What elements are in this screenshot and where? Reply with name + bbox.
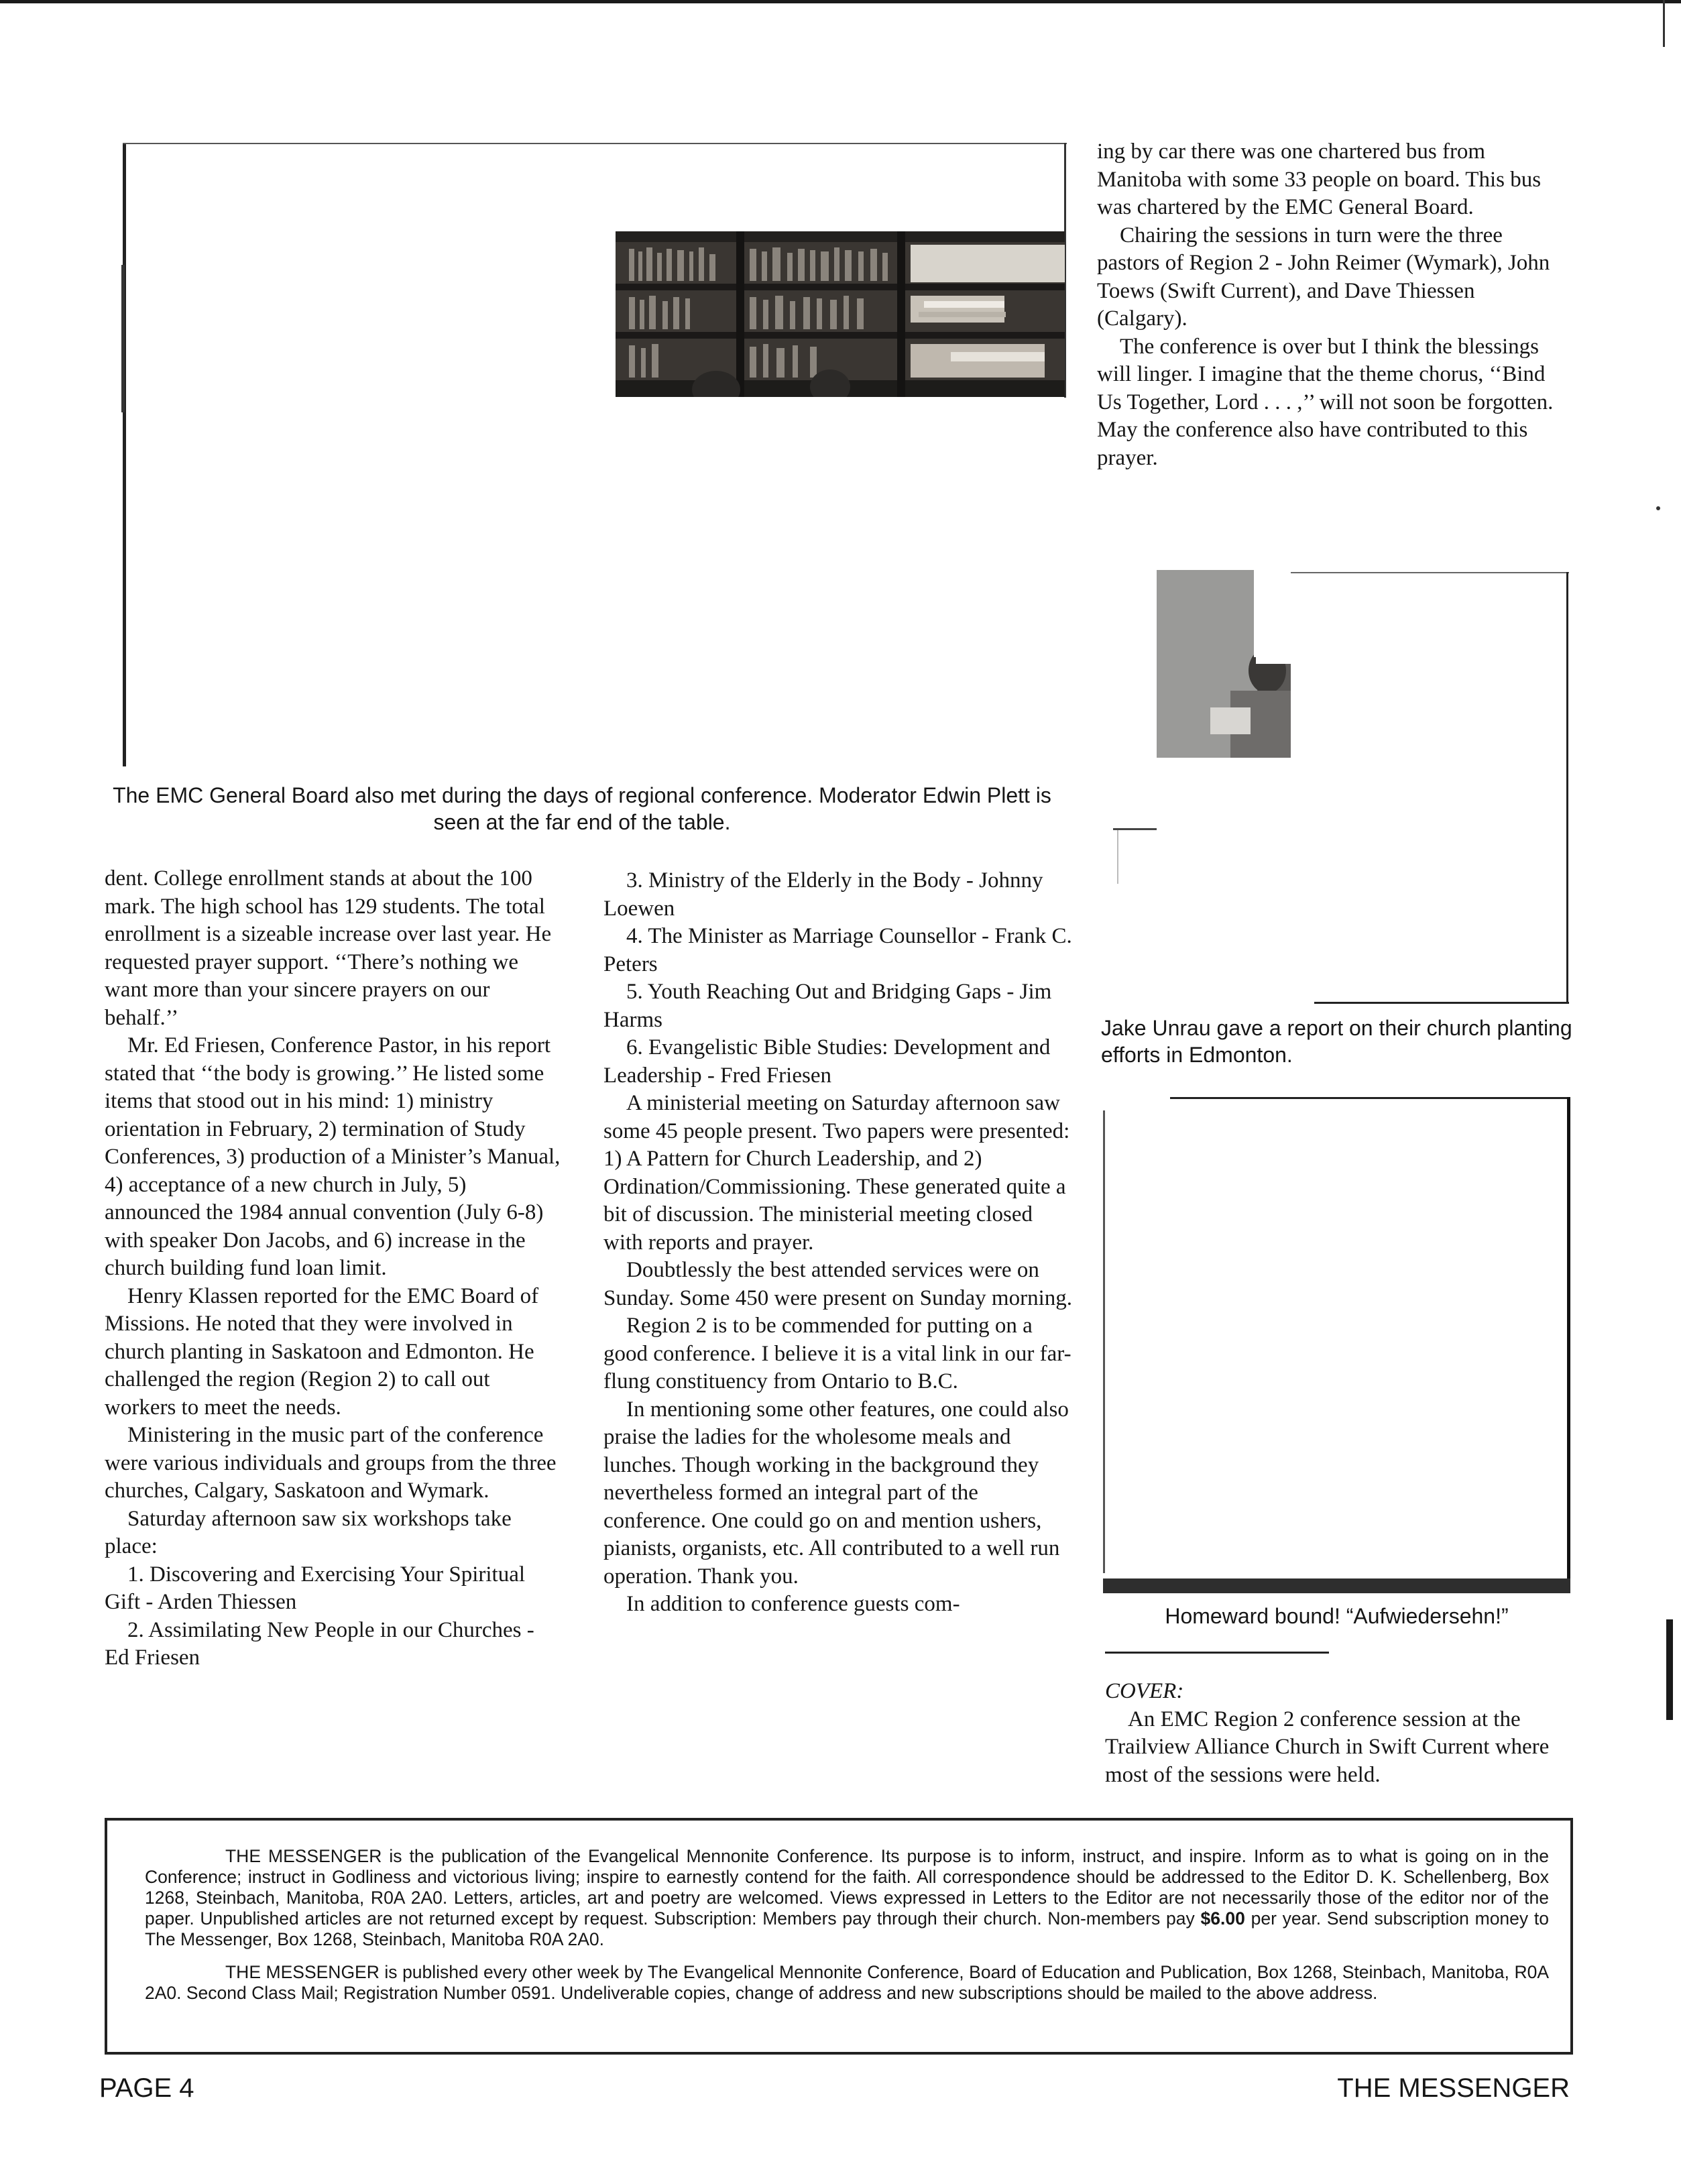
article-paragraph: Henry Klassen reported for the EMC Board of Missions. He noted that they were involved in church planting in Saskatoon and Edmonton. He challenged the region (Region 2) to call out workers to meet the needs. <box>105 1283 539 1420</box>
cover-rule <box>1105 1652 1329 1654</box>
article-paragraph: In addition to conference guests com- <box>626 1592 960 1616</box>
photo-edge-bottom <box>1314 1002 1569 1004</box>
photo-edge-right <box>1567 1097 1570 1593</box>
article-paragraph: Chairing the sessions in turn were the three pastors of Region 2 - John Reimer (Wymark), John Toews (Swift Current), and Dave Thiessen (Calgary). <box>1097 223 1550 331</box>
photo-edge-top <box>1170 1097 1570 1099</box>
left-margin-specks <box>121 265 125 412</box>
speaker-image <box>1157 570 1291 758</box>
article-paragraph: Doubtlessly the best attended services were on Sunday. Some 450 were present on Sunday morning. <box>603 1258 1073 1310</box>
article-paragraph: 6. Evangelistic Bible Studies: Development and Leadership - Fred Friesen <box>603 1035 1051 1088</box>
photo-top-edge <box>123 143 1067 144</box>
article-paragraph: Saturday afternoon saw six workshops take place: <box>105 1506 512 1558</box>
article-paragraph: Mr. Ed Friesen, Conference Pastor, in his report stated that ‘‘the body is growing.’’ He listed some items that stood out in his mind: 1) ministry orientation in February, 2) termination of Study Conferences, 3) production of a Minister’s Manual, 4) acceptance of a new church in July, 5) announced the 1984 annual convention (July 6-8) with speaker Don Jacobs, and 6) increase in the church building fund loan limit. <box>105 1033 561 1280</box>
photo-edge-bottom <box>1103 1578 1570 1593</box>
board-meeting-caption: The EMC General Board also met during the days of regional conference. Moderator Edwin Plett is seen at the far end of the table. <box>113 783 1051 834</box>
subscription-price: $6.00 <box>1200 1908 1245 1929</box>
cover-text: An EMC Region 2 conference session at the Trailview Alliance Church in Swift Current where most of the sessions were held. <box>1105 1707 1550 1787</box>
article-column-3 <box>1097 138 1566 472</box>
article-paragraph: A ministerial meeting on Saturday afternoon saw some 45 people present. Two papers were presented: 1) A Pattern for Church Leadership, and 2) Ordination/Commissioning. These generated quite a bit of discussion. The ministerial meeting closed with reports and prayer. <box>603 1091 1070 1255</box>
right-edge-mark <box>1663 0 1665 47</box>
homeward-caption: Homeward bound! “Aufwiedersehn!” <box>1165 1604 1509 1628</box>
homeward-photo <box>1103 1097 1570 1593</box>
right-edge-speck-dot <box>1656 506 1660 510</box>
jake-unrau-photo <box>1113 570 1569 1006</box>
publication-name: THE MESSENGER <box>1337 2073 1570 2103</box>
cover-note <box>1105 1678 1574 1789</box>
photo-mark-vertical <box>1117 830 1118 884</box>
article-paragraph: Region 2 is to be commended for putting on a good conference. I believe it is a vital link in our far-flung constituency from Ontario to B.C. <box>603 1314 1071 1393</box>
article-paragraph: 4. The Minister as Marriage Counsellor - Frank C. Peters <box>603 924 1072 976</box>
page-number: PAGE 4 <box>99 2073 194 2103</box>
top-rule <box>0 0 1681 3</box>
article-paragraph: 1. Discovering and Exercising Your Spiritual Gift - Arden Thiessen <box>105 1562 526 1614</box>
masthead-text-a: is the publication of the Evangelical Mennonite Conference. Its purpose is to inform, instruct, and inspire. Inform as to what is going on in the Conference; instruct in Godliness and victorious living; inspire to earnestly contend for the faith. All correspondence should be addressed to the Editor D. K. Schellenberg, Box 1268, Steinbach, Manitoba, R0A 2A0. Letters, articles, art and poetry are welcomed. Views expressed in Letters to the Editor are not necessarily those of the editor nor of the paper. Unpublished articles are not returned except by request. Subscription: Members pay through their church. Non-members pay <box>145 1846 1550 1929</box>
masthead-name: THE MESSENGER <box>225 1846 382 1866</box>
photo-left-edge <box>123 143 126 766</box>
article-paragraph: In mentioning some other features, one could also praise the ladies for the wholesome meals and lunches. Though working in the background they nevertheless formed an integral part of the conference. One could go on and mention ushers, pianists, organists, etc. All contributed to a well run operation. Thank you. <box>603 1397 1069 1589</box>
bookshelf-image <box>616 231 1065 397</box>
photo-edge-right <box>1566 572 1568 1002</box>
article-paragraph: ing by car there was one chartered bus from Manitoba with some 33 people on board. This bus was chartered by the EMC General Board. <box>1097 139 1542 219</box>
cover-heading: COVER: <box>1105 1679 1184 1703</box>
jake-unrau-caption: Jake Unrau gave a report on their church planting efforts in Edmonton. <box>1101 1016 1572 1067</box>
right-edge-specks <box>1666 1619 1673 1720</box>
article-column-2 <box>603 867 1073 1619</box>
masthead-text-b: per year. Send subscription money to The Messenger, Box 1268, Steinbach, Manitoba R0A 2A0. <box>145 1908 1550 1949</box>
article-paragraph: Ministering in the music part of the conference were various individuals and groups from the three churches, Calgary, Saskatoon and Wymark. <box>105 1423 557 1503</box>
article-column-1 <box>105 865 563 1672</box>
article-paragraph: 2. Assimilating New People in our Churches - Ed Friesen <box>105 1617 534 1670</box>
article-paragraph: 5. Youth Reaching Out and Bridging Gaps - Jim Harms <box>603 980 1052 1032</box>
photo-edge-left <box>1103 1110 1105 1573</box>
masthead-box <box>105 1818 1573 2055</box>
board-meeting-photo <box>123 143 1067 766</box>
photo-mark <box>1113 828 1157 830</box>
article-paragraph: dent. College enrollment stands at about the 100 mark. The high school has 129 students. The total enrollment is a sizeable increase over last year. He requested prayer support. ‘‘There’s nothing we want more than your sincere prayers on our behalf.’’ <box>105 866 552 1030</box>
article-paragraph: 3. Ministry of the Elderly in the Body - Johnny Loewen <box>603 868 1043 921</box>
masthead-paragraph-2: THE MESSENGER is published every other week by The Evangelical Mennonite Conference, Board of Education and Publication, Box 1268, Steinbach, Manitoba, R0A 2A0. Second Class Mail; Registration Number 0591. Undeliverable copies, change of address and new subscriptions should be mailed to the above address. <box>145 1962 1549 2003</box>
masthead-paragraph-1 <box>145 1846 1549 1950</box>
article-paragraph: The conference is over but I think the blessings will linger. I imagine that the theme chorus, ‘‘Bind Us Together, Lord . . . ,’’ will not soon be forgotten. May the conference also have contributed to this prayer. <box>1097 334 1554 470</box>
